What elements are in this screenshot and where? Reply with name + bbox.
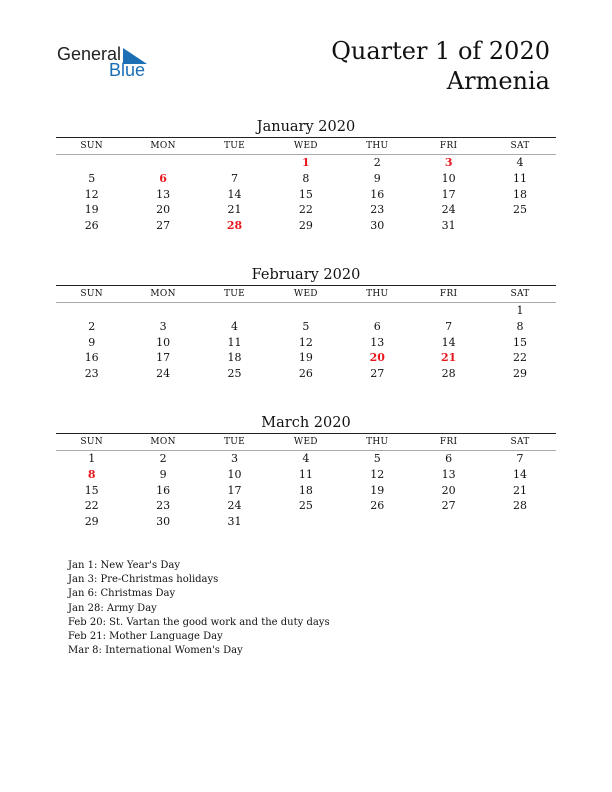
weekday-label: SAT <box>510 289 530 299</box>
day-cell: 26 <box>298 367 313 381</box>
day-cell: 12 <box>84 187 99 201</box>
title-quarter: Quarter 1 of 2020 <box>331 37 550 65</box>
day-cell <box>413 303 484 319</box>
holiday-note: Jan 1: New Year's Day <box>68 560 180 571</box>
day-cell: 13 <box>441 467 456 481</box>
holiday-day-cell: 6 <box>159 171 167 185</box>
day-cell: 16 <box>84 351 99 365</box>
day-cell: 14 <box>441 335 456 349</box>
day-cell: 19 <box>298 351 313 365</box>
day-cell: 23 <box>370 203 385 217</box>
day-cell: 20 <box>441 483 456 497</box>
holiday-note: Mar 8: International Women's Day <box>68 645 243 657</box>
holiday-list <box>68 559 330 658</box>
day-cell: 7 <box>445 319 453 333</box>
day-cell: 10 <box>156 335 171 349</box>
day-cell: 10 <box>227 467 242 481</box>
day-cell: 31 <box>227 515 242 529</box>
day-cell <box>56 303 127 319</box>
day-cell: 15 <box>84 483 99 497</box>
weekday-label: MON <box>150 437 176 447</box>
day-cell <box>270 514 341 530</box>
holiday-day-cell: 21 <box>440 351 457 365</box>
day-cell: 14 <box>513 467 528 481</box>
weekday-label: SUN <box>80 289 103 299</box>
weekday-label: WED <box>293 437 318 447</box>
day-cell: 18 <box>513 187 528 201</box>
day-cell: 9 <box>373 171 381 185</box>
day-cell <box>199 155 270 171</box>
day-cell <box>199 303 270 319</box>
day-cell: 15 <box>513 335 528 349</box>
day-cell: 29 <box>298 219 313 233</box>
day-cell: 16 <box>156 483 171 497</box>
day-cell: 23 <box>156 499 171 513</box>
day-cell: 11 <box>227 335 242 349</box>
day-cell <box>127 303 198 319</box>
weekday-label: SUN <box>80 141 103 151</box>
page-title <box>331 36 550 96</box>
day-cell: 19 <box>370 483 385 497</box>
day-cell: 26 <box>370 499 385 513</box>
day-cell: 6 <box>445 452 453 465</box>
month-title: March 2020 <box>261 415 351 431</box>
holiday-day-cell: 1 <box>302 156 310 169</box>
weekday-header <box>56 286 556 302</box>
weekday-label: FRI <box>439 141 458 151</box>
day-cell: 17 <box>156 351 171 365</box>
day-cell <box>342 303 413 319</box>
day-cell: 5 <box>302 319 310 333</box>
logo-text-general: General <box>57 44 122 64</box>
weekday-label: THU <box>366 141 389 151</box>
day-cell: 11 <box>298 467 313 481</box>
day-cell: 27 <box>156 219 171 233</box>
day-grid <box>56 303 556 382</box>
day-cell: 25 <box>513 203 528 217</box>
day-cell: 8 <box>516 319 524 333</box>
weekday-label: SUN <box>80 437 103 447</box>
day-cell <box>56 155 127 171</box>
day-grid <box>56 451 556 530</box>
day-cell: 18 <box>298 483 313 497</box>
day-cell: 1 <box>516 304 524 317</box>
day-cell: 16 <box>370 187 385 201</box>
month-title: February 2020 <box>251 267 361 283</box>
day-cell: 30 <box>156 515 171 529</box>
weekday-label: MON <box>150 141 176 151</box>
day-cell: 4 <box>302 452 310 465</box>
day-cell: 30 <box>370 219 385 233</box>
day-cell: 1 <box>88 452 96 465</box>
day-cell: 19 <box>84 203 99 217</box>
day-cell: 22 <box>513 351 528 365</box>
day-cell: 26 <box>84 219 99 233</box>
day-grid <box>56 155 556 234</box>
day-cell <box>484 218 555 234</box>
weekday-label: SAT <box>510 141 530 151</box>
day-cell: 24 <box>227 499 242 513</box>
holiday-note: Jan 28: Army Day <box>68 602 157 614</box>
day-cell: 2 <box>159 452 167 465</box>
day-cell: 3 <box>159 319 167 333</box>
day-cell: 18 <box>227 351 242 365</box>
day-cell: 22 <box>84 499 99 513</box>
weekday-label: THU <box>366 289 389 299</box>
weekday-label: WED <box>293 141 318 151</box>
weekday-label: FRI <box>439 289 458 299</box>
day-cell: 9 <box>159 467 167 481</box>
month-title: January 2020 <box>256 119 356 135</box>
logo-text-blue: Blue <box>109 60 146 80</box>
day-cell: 12 <box>298 335 313 349</box>
day-cell: 23 <box>84 367 99 381</box>
month-calendar-march <box>56 413 556 530</box>
day-cell: 29 <box>84 515 99 529</box>
day-cell: 9 <box>88 335 96 349</box>
day-cell: 6 <box>373 319 381 333</box>
holiday-note: Feb 21: Mother Language Day <box>68 631 223 643</box>
day-cell: 7 <box>516 452 524 465</box>
day-cell <box>413 514 484 530</box>
day-cell <box>484 514 555 530</box>
weekday-label: TUE <box>223 437 245 447</box>
weekday-label: TUE <box>223 289 245 299</box>
day-cell: 17 <box>441 187 456 201</box>
day-cell <box>127 155 198 171</box>
title-country: Armenia <box>446 67 550 95</box>
holiday-day-cell: 28 <box>226 219 243 233</box>
day-cell: 5 <box>88 171 96 185</box>
day-cell: 4 <box>516 156 524 169</box>
holiday-day-cell: 3 <box>444 156 453 169</box>
day-cell: 17 <box>227 483 242 497</box>
day-cell: 28 <box>441 367 456 381</box>
day-cell <box>270 303 341 319</box>
day-cell <box>342 514 413 530</box>
day-cell: 2 <box>373 156 381 169</box>
day-cell: 3 <box>230 452 238 465</box>
month-calendar-january <box>56 117 556 234</box>
day-cell: 21 <box>227 203 242 217</box>
day-cell: 7 <box>230 171 238 185</box>
day-cell: 22 <box>298 203 313 217</box>
weekday-label: WED <box>293 289 318 299</box>
day-cell: 13 <box>156 187 171 201</box>
day-cell: 25 <box>227 367 242 381</box>
weekday-label: MON <box>150 289 176 299</box>
day-cell: 20 <box>156 203 171 217</box>
holiday-note: Feb 20: St. Vartan the good work and the duty days <box>68 616 330 628</box>
weekday-label: SAT <box>510 437 530 447</box>
holiday-day-cell: 20 <box>369 351 385 365</box>
day-cell: 4 <box>230 319 238 333</box>
day-cell: 27 <box>441 499 456 513</box>
day-cell: 2 <box>88 319 96 333</box>
day-cell: 8 <box>302 171 310 185</box>
month-calendar-february <box>56 265 556 382</box>
holiday-note: Jan 6: Christmas Day <box>68 588 176 600</box>
day-cell: 12 <box>370 467 385 481</box>
day-cell: 11 <box>513 171 528 185</box>
day-cell: 5 <box>373 452 381 465</box>
weekday-label: FRI <box>439 437 458 447</box>
holiday-day-cell: 8 <box>87 467 96 481</box>
day-cell: 10 <box>441 171 456 185</box>
day-cell: 24 <box>441 203 456 217</box>
day-cell: 24 <box>156 367 171 381</box>
day-cell: 15 <box>298 187 313 201</box>
day-cell: 31 <box>441 219 456 233</box>
day-cell: 14 <box>227 187 242 201</box>
weekday-label: TUE <box>223 141 245 151</box>
day-cell: 28 <box>513 499 528 513</box>
day-cell: 21 <box>513 483 528 497</box>
day-cell: 29 <box>513 367 528 381</box>
weekday-header <box>56 434 556 450</box>
day-cell: 27 <box>370 367 385 381</box>
holiday-note: Jan 3: Pre-Christmas holidays <box>68 574 219 586</box>
weekday-label: THU <box>366 437 389 447</box>
day-cell: 25 <box>298 499 313 513</box>
weekday-header <box>56 138 556 154</box>
day-cell: 13 <box>370 335 385 349</box>
